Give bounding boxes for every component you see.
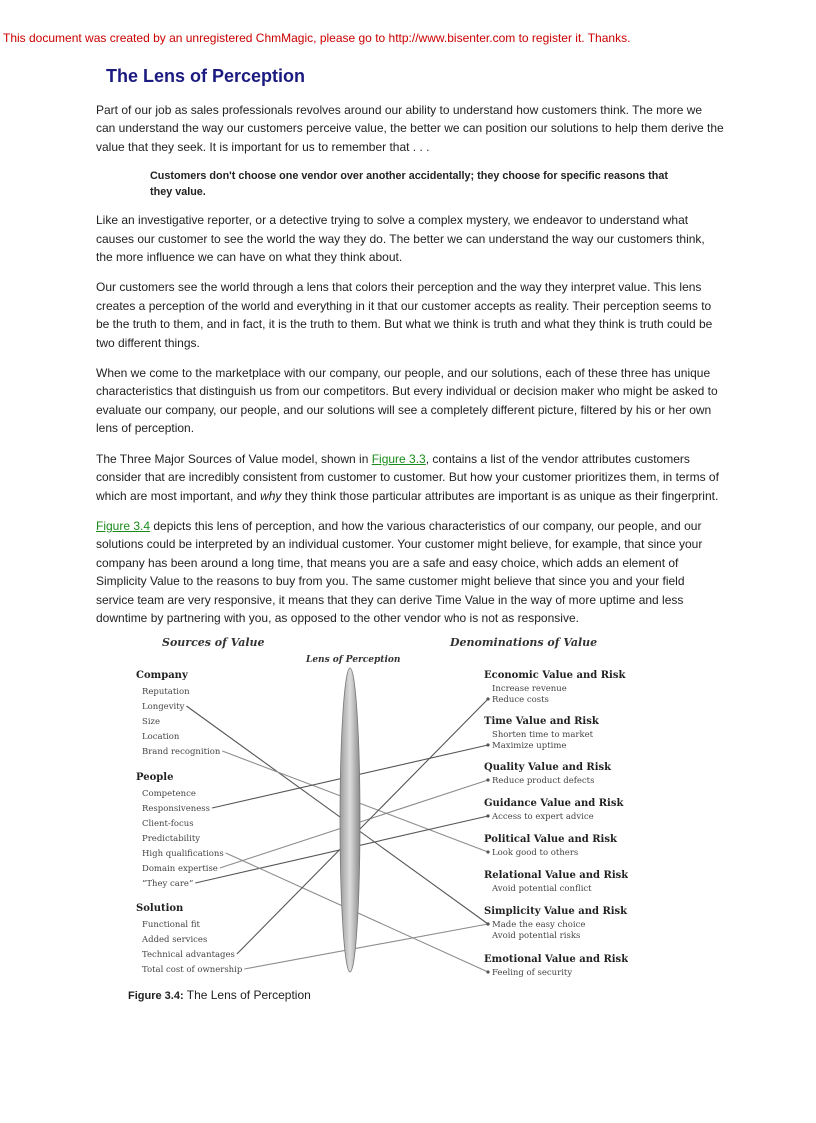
- denomination-simplicity-value-and-risk: Simplicity Value and Risk: [484, 906, 628, 917]
- denomination-economic-value-and-risk: Economic Value and Risk: [484, 670, 626, 681]
- paragraph-5-middle: , contains a list of the vendor attributes customers consider that are incredibly consistent from customer to customer. But how your customer prioritizes them, in terms of which are most important, and: [96, 451, 719, 503]
- figure-caption: [128, 988, 311, 1002]
- source-brand-recognition: Brand recognition: [142, 747, 221, 757]
- paragraph-5-end: they think those particular attributes are important is as unique as their fingerprint.: [281, 488, 719, 503]
- figure-diagram: [128, 632, 628, 992]
- pull-quote: Customers don't choose one vendor over another accidentally; they choose for specific reasons that they value.: [150, 170, 668, 199]
- paragraph-5: [96, 450, 724, 505]
- figure-3-3-link[interactable]: Figure 3.3: [371, 451, 426, 466]
- source-competence: Competence: [142, 789, 196, 799]
- source-responsiveness: Responsiveness: [142, 804, 210, 814]
- denomination-item-feeling-of-security: Feeling of security: [492, 968, 573, 978]
- group-people: People: [136, 772, 174, 783]
- lens-of-perception-figure: [128, 632, 628, 992]
- group-solution: Solution: [136, 903, 184, 914]
- denomination-item-avoid-potential-risks: Avoid potential risks: [492, 931, 581, 941]
- denomination-guidance-value-and-risk: Guidance Value and Risk: [484, 798, 624, 809]
- source-client-focus: Client-focus: [142, 819, 194, 829]
- connection-arrowhead: [486, 970, 489, 973]
- denomination-item-reduce-product-defects: Reduce product defects: [492, 776, 595, 786]
- connection-arrowhead: [486, 814, 489, 817]
- paragraph-2: Like an investigative reporter, or a detective trying to solve a complex mystery, we endeavor to understand what causes our customer to see the world the way they do. The better we can understand the way our customers think, the more influence we can have on what they think about.: [96, 213, 705, 265]
- source-predictability: Predictability: [142, 834, 201, 844]
- denomination-item-made-the-easy-choice: Made the easy choice: [492, 920, 586, 930]
- paragraph-3: Our customers see the world through a lens that colors their perception and the way they interpret value. This lens creates a perception of the world and everything in it that our customer accepts as reality. Their perception seems to be the truth to them, and in fact, it is the truth to them. But what we think is truth and what they think is truth could be two different things.: [96, 280, 713, 350]
- connection-arrowhead: [486, 922, 489, 925]
- source-domain-expertise: Domain expertise: [142, 864, 218, 874]
- source-added-services: Added services: [142, 935, 208, 945]
- paragraph-4: When we come to the marketplace with our company, our people, and our solutions, each of these three has unique characteristics that distinguish us from our competitors. But every individual or decision maker who might be asked to evaluate our company, our people, and our solutions will see a completely different picture, filtered by his or her own lens of perception.: [96, 366, 718, 436]
- paragraph-5-emphasis: why: [260, 488, 282, 503]
- connection-arrowhead: [486, 743, 489, 746]
- denomination-item-avoid-potential-conflict: Avoid potential conflict: [492, 884, 592, 894]
- source-location: Location: [142, 732, 180, 742]
- connection-line: [244, 924, 488, 969]
- connection-line: [237, 699, 488, 954]
- source-they-care: “They care”: [142, 879, 194, 889]
- denomination-item-increase-revenue: Increase revenue: [492, 684, 567, 694]
- article-content: [96, 66, 724, 639]
- source-reputation: Reputation: [142, 687, 190, 697]
- paragraph-6: [96, 517, 724, 627]
- connection-lines: [186, 697, 489, 973]
- denomination-time-value-and-risk: Time Value and Risk: [484, 716, 599, 727]
- group-company: Company: [136, 670, 188, 681]
- denomination-quality-value-and-risk: Quality Value and Risk: [484, 762, 612, 773]
- source-high-qualifications: High qualifications: [142, 849, 224, 859]
- lens-of-perception-title: Lens of Perception: [306, 655, 401, 665]
- denominations-of-value-title: Denominations of Value: [450, 636, 598, 649]
- connection-arrowhead: [486, 778, 489, 781]
- figure-3-4-link[interactable]: Figure 3.4: [96, 518, 151, 533]
- paragraph-1: Part of our job as sales professionals revolves around our ability to understand how customers think. The more we can understand the way our customers perceive value, the better we can position our solutions to help them derive the value that they seek. It is important for us to remember that . . .: [96, 103, 724, 154]
- source-technical-advantages: Technical advantages: [142, 950, 235, 960]
- denomination-item-reduce-costs: Reduce costs: [492, 695, 549, 705]
- lens-ellipse: [340, 668, 360, 972]
- registration-banner: This document was created by an unregistered ChmMagic, please go to http://www.bisenter.com to register it. Thanks.: [3, 31, 631, 45]
- source-longevity: Longevity: [142, 702, 185, 712]
- connection-arrowhead: [486, 697, 489, 700]
- denomination-item-look-good-to-others: Look good to others: [492, 848, 579, 858]
- caption-label: Figure 3.4:: [128, 990, 184, 1002]
- caption-text: The Lens of Perception: [183, 988, 311, 1002]
- paragraph-5-start: The Three Major Sources of Value model, shown in: [96, 451, 372, 466]
- connection-line: [186, 706, 488, 924]
- denomination-relational-value-and-risk: Relational Value and Risk: [484, 870, 628, 881]
- denomination-item-shorten-time-to-market: Shorten time to market: [492, 730, 594, 740]
- denomination-political-value-and-risk: Political Value and Risk: [484, 834, 617, 845]
- source-functional-fit: Functional fit: [142, 920, 200, 930]
- source-size: Size: [142, 717, 161, 727]
- denomination-item-access-to-expert-advice: Access to expert advice: [492, 812, 594, 822]
- sources-of-value-title: Sources of Value: [162, 636, 265, 649]
- denomination-emotional-value-and-risk: Emotional Value and Risk: [484, 954, 628, 965]
- page-title: The Lens of Perception: [106, 66, 306, 86]
- connection-arrowhead: [486, 850, 489, 853]
- paragraph-6-text: depicts this lens of perception, and how the various characteristics of our company, our people, and our solutions could be interpreted by an individual customer. Your customer might believe, for example, that since your company has been around a long time, that means you are a safe and easy choice, which adds an element of Simplicity Value to the reasons to buy from you. The same customer might believe that since you and your field service team are very responsive, it means that they can derive Time Value in the way of more uptime and less downtime by partnering with you, as opposed to the other vendor who is not as responsive.: [96, 518, 703, 625]
- source-total-cost-of-ownership: Total cost of ownership: [142, 965, 243, 975]
- denomination-item-maximize-uptime: Maximize uptime: [492, 741, 567, 751]
